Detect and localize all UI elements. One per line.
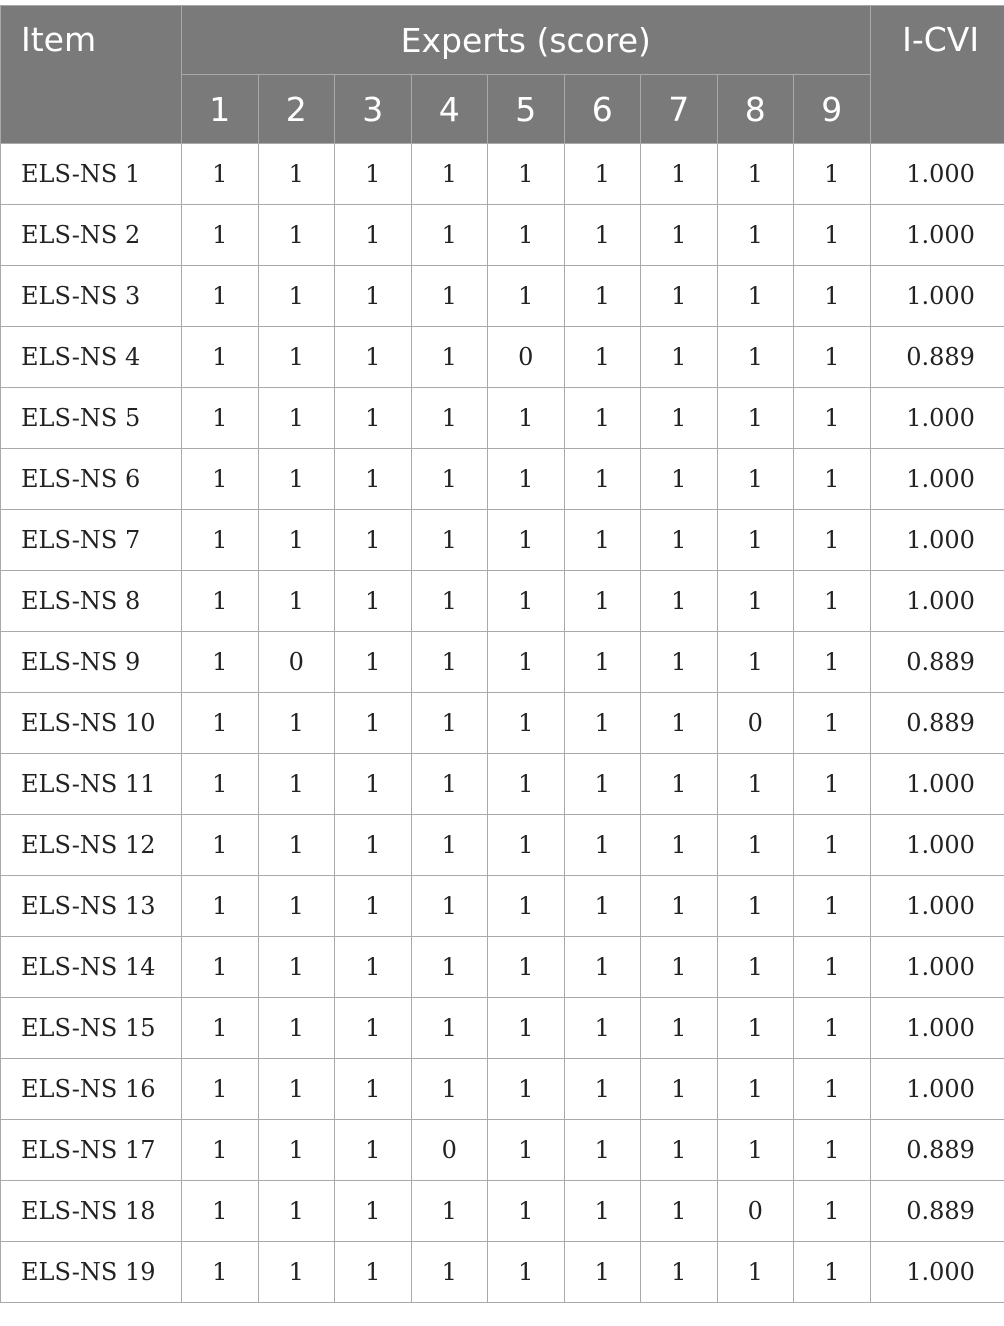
i-cvi-cell: 1.000 bbox=[870, 876, 1004, 937]
expert-score-cell: 1 bbox=[335, 1242, 412, 1303]
table-row bbox=[1, 449, 1004, 510]
expert-score-cell: 1 bbox=[258, 876, 335, 937]
expert-score-cell: 1 bbox=[258, 693, 335, 754]
expert-score-cell: 1 bbox=[411, 937, 488, 998]
expert-score-cell: 1 bbox=[717, 937, 794, 998]
expert-score-cell: 1 bbox=[411, 205, 488, 266]
expert-score-cell: 1 bbox=[488, 754, 565, 815]
expert-score-cell: 1 bbox=[488, 1181, 565, 1242]
expert-score-cell: 1 bbox=[411, 1181, 488, 1242]
table-body bbox=[1, 144, 1004, 1303]
expert-score-cell: 1 bbox=[411, 876, 488, 937]
i-cvi-cell: 1.000 bbox=[870, 449, 1004, 510]
expert-score-cell: 1 bbox=[717, 876, 794, 937]
expert-score-cell: 1 bbox=[794, 327, 871, 388]
item-cell: ELS-NS 18 bbox=[1, 1181, 182, 1242]
expert-score-cell: 1 bbox=[411, 693, 488, 754]
expert-score-cell: 1 bbox=[335, 571, 412, 632]
i-cvi-cell: 0.889 bbox=[870, 1181, 1004, 1242]
expert-score-cell: 1 bbox=[258, 266, 335, 327]
expert-score-cell: 1 bbox=[641, 1059, 718, 1120]
i-cvi-cell: 1.000 bbox=[870, 1242, 1004, 1303]
expert-score-cell: 1 bbox=[794, 144, 871, 205]
expert-score-cell: 1 bbox=[641, 815, 718, 876]
expert-score-cell: 1 bbox=[258, 815, 335, 876]
expert-score-cell: 1 bbox=[335, 388, 412, 449]
expert-score-cell: 1 bbox=[641, 327, 718, 388]
expert-number-header: 2 bbox=[258, 75, 335, 144]
expert-score-cell: 1 bbox=[182, 388, 259, 449]
table-row bbox=[1, 998, 1004, 1059]
expert-score-cell: 1 bbox=[794, 693, 871, 754]
table-row bbox=[1, 571, 1004, 632]
expert-score-cell: 1 bbox=[335, 449, 412, 510]
expert-score-cell: 1 bbox=[335, 876, 412, 937]
expert-score-cell: 1 bbox=[488, 632, 565, 693]
expert-score-cell: 1 bbox=[182, 693, 259, 754]
i-cvi-cell: 1.000 bbox=[870, 815, 1004, 876]
table-row bbox=[1, 632, 1004, 693]
expert-score-cell: 1 bbox=[717, 449, 794, 510]
expert-score-cell: 1 bbox=[182, 1181, 259, 1242]
table-row bbox=[1, 144, 1004, 205]
header-row-top bbox=[1, 6, 1004, 75]
expert-score-cell: 1 bbox=[182, 998, 259, 1059]
expert-score-cell: 1 bbox=[564, 571, 641, 632]
table-row bbox=[1, 1120, 1004, 1181]
expert-score-cell: 1 bbox=[258, 1242, 335, 1303]
expert-score-cell: 1 bbox=[488, 205, 565, 266]
expert-score-cell: 1 bbox=[258, 388, 335, 449]
expert-score-cell: 1 bbox=[182, 1242, 259, 1303]
expert-score-cell: 1 bbox=[564, 449, 641, 510]
expert-score-cell: 0 bbox=[411, 1120, 488, 1181]
item-column-header: Item bbox=[1, 6, 182, 144]
expert-score-cell: 1 bbox=[182, 144, 259, 205]
expert-score-cell: 1 bbox=[182, 754, 259, 815]
expert-score-cell: 1 bbox=[411, 571, 488, 632]
expert-score-cell: 1 bbox=[717, 815, 794, 876]
expert-score-cell: 1 bbox=[641, 1181, 718, 1242]
expert-number-header: 8 bbox=[717, 75, 794, 144]
table-row bbox=[1, 937, 1004, 998]
expert-score-cell: 1 bbox=[641, 632, 718, 693]
expert-score-cell: 1 bbox=[564, 205, 641, 266]
expert-score-cell: 1 bbox=[641, 388, 718, 449]
item-cell: ELS-NS 9 bbox=[1, 632, 182, 693]
expert-score-cell: 1 bbox=[182, 937, 259, 998]
expert-score-cell: 1 bbox=[641, 205, 718, 266]
expert-score-cell: 1 bbox=[335, 815, 412, 876]
item-cell: ELS-NS 17 bbox=[1, 1120, 182, 1181]
table-row bbox=[1, 1181, 1004, 1242]
i-cvi-cell: 1.000 bbox=[870, 388, 1004, 449]
item-cell: ELS-NS 6 bbox=[1, 449, 182, 510]
expert-score-cell: 1 bbox=[335, 1181, 412, 1242]
expert-score-cell: 1 bbox=[488, 266, 565, 327]
expert-score-cell: 1 bbox=[258, 1120, 335, 1181]
expert-score-cell: 1 bbox=[794, 449, 871, 510]
expert-score-cell: 1 bbox=[794, 1181, 871, 1242]
expert-score-cell: 1 bbox=[411, 632, 488, 693]
expert-score-cell: 1 bbox=[411, 388, 488, 449]
expert-score-cell: 1 bbox=[411, 1242, 488, 1303]
expert-score-cell: 1 bbox=[641, 937, 718, 998]
expert-score-cell: 1 bbox=[411, 449, 488, 510]
expert-score-cell: 1 bbox=[182, 449, 259, 510]
expert-score-cell: 0 bbox=[258, 632, 335, 693]
expert-score-cell: 1 bbox=[794, 1242, 871, 1303]
expert-score-cell: 1 bbox=[182, 327, 259, 388]
expert-number-header: 5 bbox=[488, 75, 565, 144]
i-cvi-cell: 1.000 bbox=[870, 266, 1004, 327]
expert-score-cell: 1 bbox=[182, 205, 259, 266]
expert-score-cell: 1 bbox=[641, 876, 718, 937]
expert-score-cell: 1 bbox=[794, 1059, 871, 1120]
i-cvi-cell: 1.000 bbox=[870, 754, 1004, 815]
expert-score-cell: 1 bbox=[335, 1120, 412, 1181]
i-cvi-cell: 1.000 bbox=[870, 937, 1004, 998]
expert-score-cell: 1 bbox=[564, 388, 641, 449]
i-cvi-cell: 1.000 bbox=[870, 998, 1004, 1059]
expert-score-cell: 1 bbox=[488, 571, 565, 632]
expert-score-cell: 1 bbox=[564, 937, 641, 998]
experts-column-header: Experts (score) bbox=[182, 6, 871, 75]
i-cvi-table bbox=[0, 5, 1004, 1303]
expert-score-cell: 1 bbox=[411, 510, 488, 571]
item-cell: ELS-NS 8 bbox=[1, 571, 182, 632]
expert-score-cell: 1 bbox=[717, 327, 794, 388]
expert-score-cell: 1 bbox=[182, 1120, 259, 1181]
expert-score-cell: 1 bbox=[335, 937, 412, 998]
i-cvi-cell: 1.000 bbox=[870, 510, 1004, 571]
expert-score-cell: 1 bbox=[335, 754, 412, 815]
table-header bbox=[1, 6, 1004, 144]
expert-score-cell: 1 bbox=[564, 1181, 641, 1242]
expert-score-cell: 1 bbox=[564, 693, 641, 754]
item-cell: ELS-NS 2 bbox=[1, 205, 182, 266]
expert-number-header: 1 bbox=[182, 75, 259, 144]
expert-score-cell: 1 bbox=[335, 1059, 412, 1120]
expert-score-cell: 1 bbox=[564, 1120, 641, 1181]
expert-score-cell: 1 bbox=[258, 937, 335, 998]
expert-score-cell: 1 bbox=[641, 693, 718, 754]
i-cvi-column-header: I-CVI bbox=[870, 6, 1004, 144]
expert-score-cell: 1 bbox=[717, 632, 794, 693]
expert-score-cell: 1 bbox=[641, 1242, 718, 1303]
expert-score-cell: 1 bbox=[182, 510, 259, 571]
item-cell: ELS-NS 11 bbox=[1, 754, 182, 815]
expert-score-cell: 1 bbox=[488, 693, 565, 754]
expert-score-cell: 1 bbox=[258, 205, 335, 266]
expert-score-cell: 1 bbox=[641, 449, 718, 510]
expert-score-cell: 1 bbox=[794, 937, 871, 998]
expert-score-cell: 1 bbox=[717, 1242, 794, 1303]
expert-score-cell: 1 bbox=[258, 998, 335, 1059]
expert-score-cell: 1 bbox=[564, 1059, 641, 1120]
table-row bbox=[1, 693, 1004, 754]
item-cell: ELS-NS 5 bbox=[1, 388, 182, 449]
expert-score-cell: 1 bbox=[182, 815, 259, 876]
expert-score-cell: 1 bbox=[488, 876, 565, 937]
item-cell: ELS-NS 14 bbox=[1, 937, 182, 998]
expert-score-cell: 1 bbox=[717, 510, 794, 571]
expert-score-cell: 1 bbox=[182, 266, 259, 327]
expert-score-cell: 1 bbox=[335, 205, 412, 266]
expert-score-cell: 1 bbox=[794, 571, 871, 632]
i-cvi-cell: 0.889 bbox=[870, 327, 1004, 388]
expert-score-cell: 1 bbox=[641, 571, 718, 632]
expert-score-cell: 1 bbox=[258, 1181, 335, 1242]
expert-score-cell: 1 bbox=[488, 144, 565, 205]
expert-score-cell: 1 bbox=[258, 510, 335, 571]
table-row bbox=[1, 327, 1004, 388]
expert-score-cell: 1 bbox=[258, 144, 335, 205]
expert-score-cell: 1 bbox=[488, 937, 565, 998]
expert-score-cell: 1 bbox=[641, 510, 718, 571]
expert-score-cell: 1 bbox=[717, 1120, 794, 1181]
expert-score-cell: 1 bbox=[335, 693, 412, 754]
expert-score-cell: 0 bbox=[717, 693, 794, 754]
table-row bbox=[1, 754, 1004, 815]
expert-score-cell: 1 bbox=[717, 571, 794, 632]
table-row bbox=[1, 266, 1004, 327]
expert-score-cell: 1 bbox=[641, 1120, 718, 1181]
i-cvi-cell: 1.000 bbox=[870, 205, 1004, 266]
expert-number-header: 7 bbox=[641, 75, 718, 144]
expert-score-cell: 1 bbox=[335, 327, 412, 388]
expert-score-cell: 1 bbox=[258, 1059, 335, 1120]
expert-score-cell: 1 bbox=[411, 998, 488, 1059]
expert-score-cell: 1 bbox=[564, 144, 641, 205]
expert-score-cell: 1 bbox=[564, 266, 641, 327]
expert-score-cell: 1 bbox=[258, 571, 335, 632]
item-cell: ELS-NS 15 bbox=[1, 998, 182, 1059]
item-cell: ELS-NS 13 bbox=[1, 876, 182, 937]
expert-score-cell: 1 bbox=[794, 266, 871, 327]
expert-score-cell: 1 bbox=[564, 998, 641, 1059]
expert-number-header: 9 bbox=[794, 75, 871, 144]
expert-score-cell: 1 bbox=[717, 754, 794, 815]
table-row bbox=[1, 876, 1004, 937]
item-cell: ELS-NS 19 bbox=[1, 1242, 182, 1303]
i-cvi-cell: 0.889 bbox=[870, 693, 1004, 754]
item-cell: ELS-NS 1 bbox=[1, 144, 182, 205]
expert-score-cell: 1 bbox=[411, 815, 488, 876]
item-cell: ELS-NS 7 bbox=[1, 510, 182, 571]
table-row bbox=[1, 205, 1004, 266]
expert-score-cell: 1 bbox=[564, 815, 641, 876]
expert-score-cell: 1 bbox=[641, 144, 718, 205]
expert-number-header: 3 bbox=[335, 75, 412, 144]
expert-score-cell: 1 bbox=[717, 1059, 794, 1120]
expert-score-cell: 1 bbox=[564, 510, 641, 571]
expert-score-cell: 1 bbox=[488, 388, 565, 449]
expert-score-cell: 1 bbox=[564, 632, 641, 693]
expert-score-cell: 1 bbox=[488, 998, 565, 1059]
expert-score-cell: 1 bbox=[335, 998, 412, 1059]
expert-score-cell: 1 bbox=[794, 998, 871, 1059]
expert-score-cell: 1 bbox=[641, 998, 718, 1059]
expert-score-cell: 1 bbox=[794, 205, 871, 266]
table-row bbox=[1, 1059, 1004, 1120]
expert-score-cell: 1 bbox=[182, 876, 259, 937]
table-row bbox=[1, 388, 1004, 449]
expert-score-cell: 1 bbox=[411, 754, 488, 815]
expert-score-cell: 1 bbox=[794, 1120, 871, 1181]
expert-score-cell: 1 bbox=[258, 754, 335, 815]
expert-score-cell: 1 bbox=[488, 1242, 565, 1303]
expert-score-cell: 1 bbox=[488, 1059, 565, 1120]
expert-score-cell: 0 bbox=[488, 327, 565, 388]
expert-score-cell: 1 bbox=[488, 510, 565, 571]
expert-score-cell: 1 bbox=[794, 754, 871, 815]
expert-score-cell: 1 bbox=[717, 266, 794, 327]
expert-score-cell: 1 bbox=[182, 632, 259, 693]
i-cvi-cell: 1.000 bbox=[870, 144, 1004, 205]
expert-score-cell: 1 bbox=[488, 449, 565, 510]
expert-score-cell: 1 bbox=[411, 266, 488, 327]
item-cell: ELS-NS 4 bbox=[1, 327, 182, 388]
expert-score-cell: 1 bbox=[794, 388, 871, 449]
expert-score-cell: 1 bbox=[335, 266, 412, 327]
table-row bbox=[1, 815, 1004, 876]
expert-score-cell: 1 bbox=[258, 449, 335, 510]
expert-score-cell: 1 bbox=[794, 510, 871, 571]
table-row bbox=[1, 1242, 1004, 1303]
expert-score-cell: 1 bbox=[411, 327, 488, 388]
expert-score-cell: 1 bbox=[335, 510, 412, 571]
expert-score-cell: 1 bbox=[641, 754, 718, 815]
expert-score-cell: 1 bbox=[335, 144, 412, 205]
expert-score-cell: 1 bbox=[411, 1059, 488, 1120]
i-cvi-cell: 1.000 bbox=[870, 1059, 1004, 1120]
table-row bbox=[1, 510, 1004, 571]
item-cell: ELS-NS 12 bbox=[1, 815, 182, 876]
expert-score-cell: 1 bbox=[564, 327, 641, 388]
expert-score-cell: 1 bbox=[258, 327, 335, 388]
expert-score-cell: 1 bbox=[411, 144, 488, 205]
expert-number-header: 4 bbox=[411, 75, 488, 144]
expert-score-cell: 1 bbox=[794, 815, 871, 876]
expert-score-cell: 1 bbox=[488, 815, 565, 876]
expert-score-cell: 1 bbox=[717, 388, 794, 449]
expert-score-cell: 1 bbox=[641, 266, 718, 327]
expert-score-cell: 1 bbox=[794, 876, 871, 937]
expert-score-cell: 1 bbox=[182, 1059, 259, 1120]
item-cell: ELS-NS 10 bbox=[1, 693, 182, 754]
expert-score-cell: 1 bbox=[564, 754, 641, 815]
item-cell: ELS-NS 3 bbox=[1, 266, 182, 327]
expert-score-cell: 1 bbox=[717, 998, 794, 1059]
i-cvi-cell: 0.889 bbox=[870, 632, 1004, 693]
expert-score-cell: 1 bbox=[717, 144, 794, 205]
expert-score-cell: 1 bbox=[335, 632, 412, 693]
expert-score-cell: 1 bbox=[717, 205, 794, 266]
expert-score-cell: 0 bbox=[717, 1181, 794, 1242]
item-cell: ELS-NS 16 bbox=[1, 1059, 182, 1120]
expert-score-cell: 1 bbox=[794, 632, 871, 693]
expert-score-cell: 1 bbox=[564, 876, 641, 937]
expert-score-cell: 1 bbox=[488, 1120, 565, 1181]
expert-score-cell: 1 bbox=[564, 1242, 641, 1303]
expert-number-header: 6 bbox=[564, 75, 641, 144]
expert-score-cell: 1 bbox=[182, 571, 259, 632]
i-cvi-cell: 1.000 bbox=[870, 571, 1004, 632]
i-cvi-cell: 0.889 bbox=[870, 1120, 1004, 1181]
